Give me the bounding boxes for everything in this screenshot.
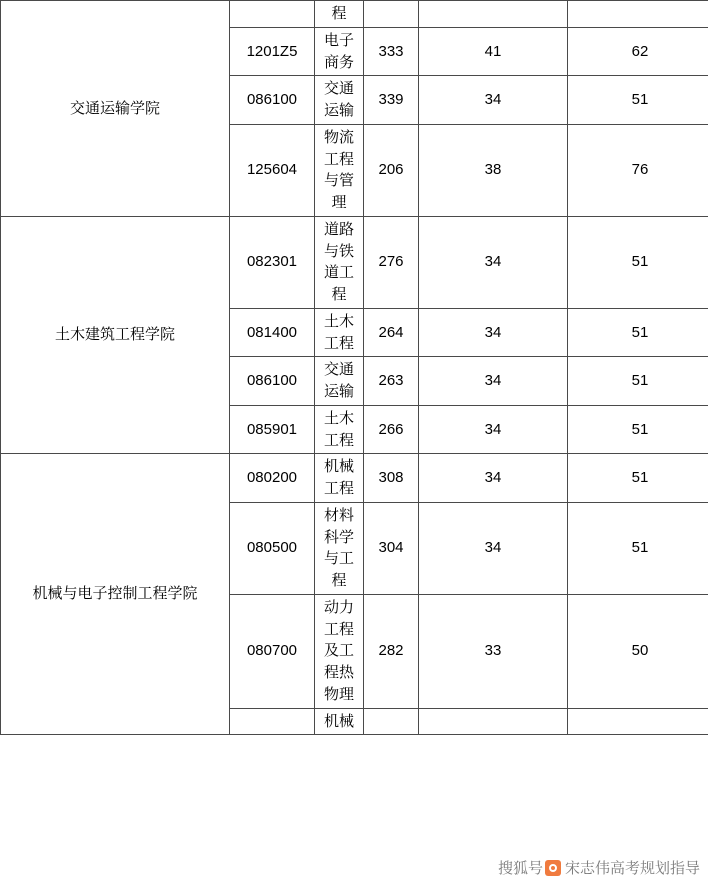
major-text: 程 [331,5,347,22]
cell-single-score-1: 34 [419,76,568,125]
major-text: 物流工程与管理 [324,128,355,211]
cell-total-score [364,708,419,735]
cell-college: 交通运输学院 [1,1,230,217]
watermark-author: 宋志伟高考规划指导 [564,860,700,877]
cell-major-name [315,124,364,216]
cell-total-score: 333 [364,27,419,76]
cell-major-code: 085901 [230,405,315,454]
sohu-logo-icon [545,860,561,876]
cell-college: 机械与电子控制工程学院 [1,454,230,735]
cell-single-score-2: 62 [568,27,708,76]
cell-single-score-2: 76 [568,124,708,216]
cell-major-code: 1201Z5 [230,27,315,76]
cell-major-code: 081400 [230,308,315,357]
cell-major-name [315,454,364,503]
major-text: 交通运输 [324,80,355,119]
cell-single-score-2: 51 [568,76,708,125]
cell-major-name [315,216,364,308]
cell-single-score-2: 51 [568,308,708,357]
major-text: 动力工程及工程热物理 [324,598,355,703]
cell-major-name [315,708,364,735]
table-row [1,216,708,308]
table-row [1,454,708,503]
cell-single-score-1 [419,1,568,28]
table-body [1,1,708,735]
cell-single-score-1: 41 [419,27,568,76]
cell-major-name [315,594,364,708]
table-row [1,1,708,28]
cell-single-score-1: 34 [419,308,568,357]
cell-single-score-1 [419,708,568,735]
cell-single-score-1: 34 [419,357,568,406]
cell-single-score-2: 51 [568,216,708,308]
cell-single-score-2 [568,708,708,735]
cell-single-score-1: 34 [419,454,568,503]
cell-major-name [315,405,364,454]
major-text: 电子商务 [324,31,355,71]
cell-single-score-2: 51 [568,357,708,406]
cell-major-name [315,27,364,76]
cell-single-score-2 [568,1,708,28]
cell-single-score-2: 51 [568,405,708,454]
cell-major-code [230,1,315,28]
cell-major-code [230,708,315,735]
major-text: 土木工程 [324,312,355,352]
major-text: 机械 [324,712,355,730]
watermark-prefix: 搜狐号 [497,860,543,877]
cell-major-name [315,357,364,406]
cell-total-score: 264 [364,308,419,357]
cell-total-score: 308 [364,454,419,503]
cell-major-code: 086100 [230,357,315,406]
cell-college: 土木建筑工程学院 [1,216,230,454]
cell-single-score-1: 33 [419,594,568,708]
cell-total-score: 276 [364,216,419,308]
cell-single-score-1: 34 [419,216,568,308]
cell-single-score-2: 51 [568,502,708,594]
cell-total-score: 304 [364,502,419,594]
cell-total-score [364,1,419,28]
cell-major-code: 086100 [230,76,315,125]
cell-major-code: 080200 [230,454,315,503]
major-text: 道路与铁道工程 [324,220,355,303]
major-text: 机械工程 [324,458,355,497]
cell-major-code: 080700 [230,594,315,708]
cell-major-name [315,502,364,594]
cell-single-score-2: 51 [568,454,708,503]
cell-major-name [315,1,364,28]
cell-single-score-1: 38 [419,124,568,216]
major-text: 土木工程 [324,409,355,449]
cell-single-score-2: 50 [568,594,708,708]
cell-major-code: 125604 [230,124,315,216]
cell-single-score-1: 34 [419,502,568,594]
cell-total-score: 266 [364,405,419,454]
cell-major-name [315,76,364,125]
cell-total-score: 263 [364,357,419,406]
watermark [498,857,700,878]
cell-major-code: 080500 [230,502,315,594]
cell-total-score: 282 [364,594,419,708]
cell-single-score-1: 34 [419,405,568,454]
cell-major-name [315,308,364,357]
cell-total-score: 206 [364,124,419,216]
cell-total-score: 339 [364,76,419,125]
cell-major-code: 082301 [230,216,315,308]
major-text: 交通运输 [324,361,355,400]
major-text: 材料科学与工程 [324,506,355,589]
